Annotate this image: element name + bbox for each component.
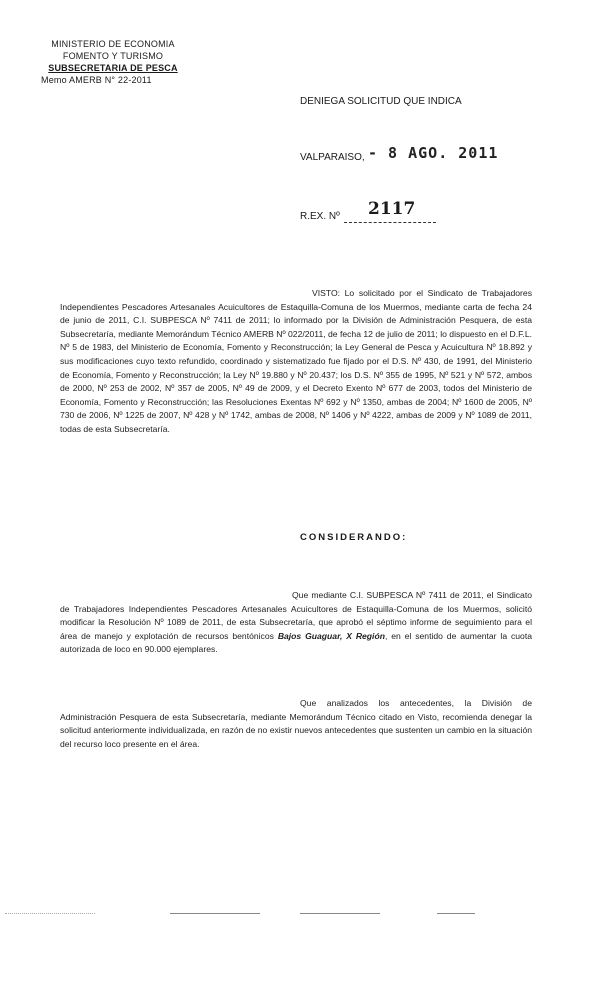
- considerando-paragraph-2: Que analizados los antecedentes, la División de Administración Pesquera de esta Subsecretaría, mediante Memorándum Técnico citado en Visto, recomienda denegar la solicitud anteriormente individualizada, en razón de no existir nuevos antecedentes que sustenten un cambio en la situación del recurso loco presente en el área.: [60, 698, 532, 749]
- rex-label: R.EX. Nº: [300, 211, 340, 222]
- footer-line-4: [437, 913, 475, 914]
- p1-text-a: Que mediante C.I. SUBPESCA Nº 7411 de 2011, el Sindicato de Trabajadores Independientes Pescadores Artesanales Acuicultores de Estaquilla-Comuna de los Muermos, solicitó modificar la Resolución Nº 1089 de 2011, de esta Subsecretaría, que aprobó el séptimo informe de seguimiento para el área de manejo y explotación de recursos bentónicos: [60, 590, 532, 641]
- subject-line: DENIEGA SOLICITUD QUE INDICA: [300, 96, 462, 107]
- visto-paragraph: VISTO: Lo solicitado por el Sindicato de Trabajadores Independientes Pescadores Artesanales Acuicultores de Estaquilla-Comuna de los Muermos, mediante carta de fecha 24 de junio de 2011, C.I. SUBPESCA Nº 7411 de 2011; lo informado por la División de Administración Pesquera, de esta Subsecretaría, mediante Memorándum Técnico AMERB Nº 022/2011, de fecha 12 de julio de 2011; lo dispuesto en el D.F.L. Nº 5 de 1983, del Ministerio de Economía, Fomento y Reconstrucción; la Ley General de Pesca y Acuicultura Nº 18.892 y sus modificaciones cuyo texto refundido, coordinado y sistematizado fue fijado por el D.S. Nº 430, de 1991, del Ministerio de Economía, Fomento y Reconstrucción; la Ley Nº 19.880 y Nº 20.437; los D.S. Nº 355 de 1995, Nº 521 y Nº 572, ambos de 2000, Nº 253 de 2002, Nº 357 de 2005, Nº 49 de 2009, y el Decreto Exento Nº 677 de 2003, todos del Ministerio de Economía, Fomento y Reconstrucción; las Resoluciones Exentas Nº 692 y Nº 1350, ambas de 2004; Nº 1600 de 2005, Nº 730 de 2006, Nº 1225 de 2007, Nº 428 y Nº 1742, ambas de 2008, Nº 1406 y Nº 4222, ambas de 2009 y Nº 1089 de 2011, todas de esta Subsecretaría.: [60, 288, 532, 434]
- considerando-heading: CONSIDERANDO:: [300, 532, 408, 543]
- ministry-header: [38, 38, 188, 86]
- considerando-paragraph-1: [60, 589, 532, 657]
- p1-area-name: Bajos Guaguar, X Región: [277, 630, 385, 641]
- subsecretaria-name: SUBSECRETARIA DE PESCA: [48, 63, 178, 73]
- memo-reference: Memo AMERB N° 22-2011: [41, 75, 152, 85]
- ministry-sector: FOMENTO Y TURISMO: [62, 51, 164, 61]
- footer-line-3: [300, 913, 380, 914]
- date-stamp: - 8 AGO. 2011: [368, 144, 499, 162]
- footer-line-1: [5, 913, 95, 914]
- rex-number: 2117: [368, 199, 416, 219]
- ministry-name: MINISTERIO DE ECONOMIA: [51, 39, 175, 49]
- place: VALPARAISO,: [300, 152, 365, 163]
- p1-text-b: , en el sentido de aumentar la cuota autorizada de loco en 90.000 ejemplares.: [60, 630, 533, 655]
- footer-line-2: [170, 913, 260, 914]
